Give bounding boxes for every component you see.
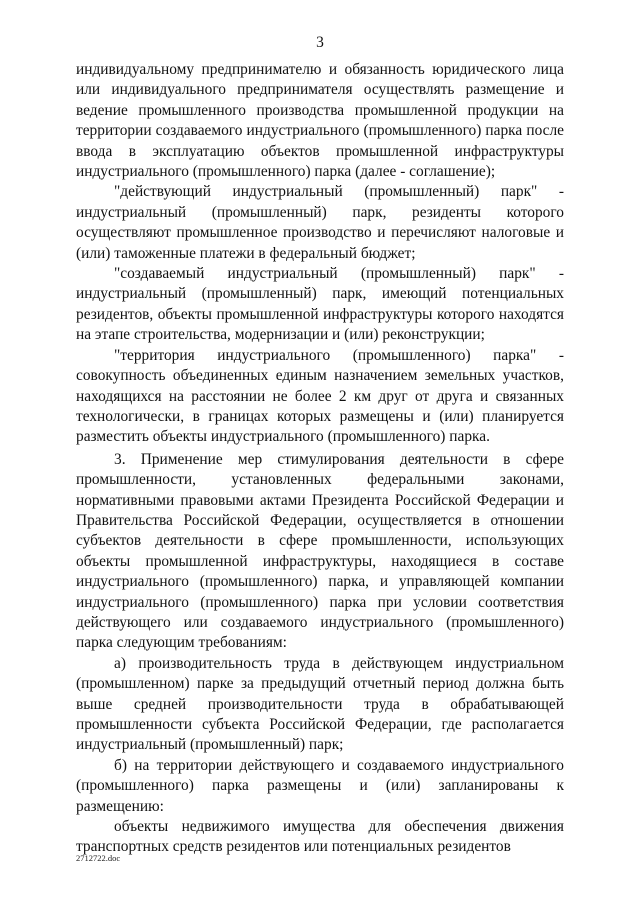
paragraph-5: 3. Применение мер стимулирования деятельности в сфере промышленности, установленных федеральными законами, нормативными правовыми актами Президента Российской Федерации и Правительства Российской Федерации, осуществляется в отношении субъектов деятельности в сфере промышленности, использующих объекты промышленной инфраструктуры, находящиеся в составе индустриального (промышленного) парка, и управляющей компании индустриального (промышленного) парка при условии соответствия действующего или создаваемого индустриального (промышленного) парка следующим требованиям: [76,450,564,652]
file-name-footer: 2712722.doc [76,853,121,863]
document-body [76,60,564,858]
paragraph-7: б) на территории действующего и создаваемого индустриального (промышленного) парка размещены и (или) запланированы к размещению: [76,756,564,815]
paragraph-8: объекты недвижимого имущества для обеспечения движения транспортных средств резидентов или потенциальных резидентов [76,818,564,856]
paragraph-6: а) производительность труда в действующем индустриальном (промышленном) парке за предыдущий отчетный период должна быть выше средней производительности труда в обрабатывающей промышленности субъекта Российской Федерации, где располагается индустриальный (промышленный) парк; [76,654,564,754]
page-number: 3 [316,34,324,51]
paragraph-4: "территория индустриального (промышленного) парка" - совокупность объединенных единым назначением земельных участков, находящихся на расстоянии не более 2 км друг от друга и связанных технологически, в границах которых размещены и (или) планируется разместить объекты индустриального (промышленного) парка. [76,346,564,446]
paragraph-2: "действующий индустриальный (промышленный) парк" - индустриальный (промышленный) парк, резиденты которого осуществляют промышленное производство и перечисляют налоговые и (или) таможенные платежи в федеральный бюджет; [76,183,564,262]
paragraph-1: индивидуальному предпринимателю и обязанность юридического лица или индивидуального предпринимателя осуществлять размещение и ведение промышленного производства промышленной продукции на территории создаваемого индустриального (промышленного) парка после ввода в эксплуатацию объектов промышленной инфраструктуры индустриального (промышленного) парка (далее - соглашение); [76,61,564,181]
paragraph-3: "создаваемый индустриальный (промышленный) парк" - индустриальный (промышленный) парк, имеющий потенциальных резидентов, объекты промышленной инфраструктуры которого находятся на этапе строительства, модернизации и (или) реконструкции; [76,265,564,344]
